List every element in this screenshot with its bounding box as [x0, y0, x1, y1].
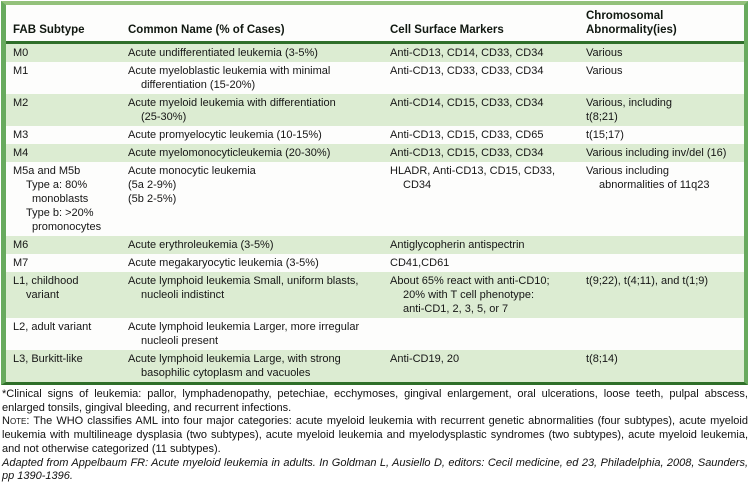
- table-row: [6, 350, 744, 382]
- cell-fab-subtype: [6, 128, 121, 142]
- cell-line: Various including: [586, 165, 669, 177]
- cell-fab-subtype: [6, 64, 121, 92]
- cell-chromosomal-abnormality: [579, 274, 744, 316]
- table-row: [6, 44, 744, 62]
- cell-line: t(8;21): [586, 111, 618, 123]
- cell-line: 20% with T cell phenotype:: [403, 289, 535, 301]
- cell-cell-surface-markers: [383, 352, 579, 380]
- cell-fab-subtype: [6, 146, 121, 160]
- cell-chromosomal-abnormality: [579, 96, 744, 124]
- cell-common-name: [121, 146, 383, 160]
- cell-common-name: [121, 96, 383, 124]
- cell-line: differentiation (15-20%): [141, 79, 256, 91]
- cell-common-name: [121, 238, 383, 252]
- cell-fab-subtype: [6, 238, 121, 252]
- cell-chromosomal-abnormality: [579, 46, 744, 60]
- cell-line: Acute myelomonocyticleukemia (20-30%): [128, 147, 331, 159]
- cell-fab-subtype: [6, 274, 121, 316]
- cell-line: basophilic cytoplasm and vacuoles: [141, 367, 311, 379]
- cell-chromosomal-abnormality: [579, 128, 744, 142]
- footnote-who-note: [2, 415, 748, 456]
- cell-line: Acute lymphoid leukemia Larger, more irregular: [128, 321, 360, 333]
- cell-line: Antiglycopherin antispectrin: [390, 239, 525, 251]
- cell-line: M1: [13, 65, 29, 77]
- column-header: Cell Surface Markers: [390, 23, 504, 36]
- footnote-note-text: The WHO classifies AML into four major categories: acute myeloid leukemia with recurrent genetic abnormalities (four subtypes), acute myeloid leukemia with multilineage dysplasia (two subtypes), acute myeloid leukemia and myelodysplastic syndromes (two subtypes), acute myeloid leukemia, and not otherwise categorized (11 subtypes).: [2, 415, 748, 455]
- footnote-note-label: Note:: [2, 415, 30, 428]
- cell-line: Various, including: [586, 97, 673, 109]
- cell-line: M5a and M5b: [13, 165, 81, 177]
- cell-line: (5b 2-5%): [128, 193, 177, 205]
- table-row: [6, 254, 744, 272]
- cell-line: L1, childhood: [13, 275, 79, 287]
- cell-line: variant: [26, 289, 60, 301]
- cell-chromosomal-abnormality: [579, 146, 744, 160]
- cell-line: M3: [13, 129, 29, 141]
- cell-line: Anti-CD14, CD15, CD33, CD34: [390, 97, 544, 109]
- cell-chromosomal-abnormality: [579, 320, 744, 348]
- table-row: [6, 272, 744, 318]
- footnote-source-citation: Adapted from Appelbaum FR: Acute myeloid leukemia in adults. In Goldman L, Ausiello D, editors: Cecil medicine, ed 23, Philadelphia, 2008, Saunders, pp 1390-1396.: [2, 456, 748, 483]
- cell-line: Various: [586, 65, 623, 77]
- cell-line: CD41,CD61: [390, 257, 450, 269]
- cell-chromosomal-abnormality: [579, 256, 744, 270]
- cell-line: M0: [13, 47, 29, 59]
- cell-line: M4: [13, 147, 29, 159]
- cell-line: Acute undifferentiated leukemia (3-5%): [128, 47, 318, 59]
- cell-line: M2: [13, 97, 29, 109]
- cell-cell-surface-markers: [383, 46, 579, 60]
- table-row: [6, 126, 744, 144]
- cell-cell-surface-markers: [383, 96, 579, 124]
- cell-common-name: [121, 320, 383, 348]
- table-row: [6, 236, 744, 254]
- table-row: [6, 144, 744, 162]
- cell-line: L3, Burkitt-like: [13, 353, 83, 365]
- cell-line: Acute myeloblastic leukemia with minimal: [128, 65, 331, 77]
- cell-cell-surface-markers: [383, 256, 579, 270]
- cell-fab-subtype: [6, 256, 121, 270]
- cell-line: anti-CD1, 2, 3, 5, or 7: [403, 303, 509, 315]
- cell-fab-subtype: [6, 352, 121, 380]
- cell-line: Acute myeloid leukemia with differentiation: [128, 97, 336, 109]
- cell-fab-subtype: [6, 96, 121, 124]
- cell-line: Anti-CD19, 20: [390, 353, 460, 365]
- cell-cell-surface-markers: [383, 238, 579, 252]
- cell-line: Anti-CD13, CD15, CD33, CD34: [390, 147, 544, 159]
- cell-fab-subtype: [6, 46, 121, 60]
- cell-line: Acute erythroleukemia (3-5%): [128, 239, 274, 251]
- cell-line: Acute megakaryocytic leukemia (3-5%): [128, 257, 319, 269]
- cell-chromosomal-abnormality: [579, 352, 744, 380]
- cell-line: Anti-CD13, CD33, CD33, CD34: [390, 65, 544, 77]
- column-header: Common Name (% of Cases): [128, 23, 285, 36]
- cell-line: (5a 2-9%): [128, 179, 177, 191]
- cell-chromosomal-abnormality: [579, 164, 744, 234]
- fab-subtype-table: [1, 1, 748, 385]
- cell-fab-subtype: [6, 320, 121, 348]
- cell-line: Type b: >20%: [26, 207, 94, 219]
- cell-cell-surface-markers: [383, 274, 579, 316]
- table-header-row: [6, 5, 744, 44]
- cell-line: CD34: [403, 179, 432, 191]
- cell-cell-surface-markers: [383, 164, 579, 234]
- cell-line: Acute lymphoid leukemia Large, with strong: [128, 353, 341, 365]
- cell-common-name: [121, 256, 383, 270]
- cell-line: L2, adult variant: [13, 321, 92, 333]
- cell-line: Anti-CD13, CD15, CD33, CD65: [390, 129, 544, 141]
- cell-cell-surface-markers: [383, 320, 579, 348]
- cell-cell-surface-markers: [383, 146, 579, 160]
- cell-fab-subtype: [6, 164, 121, 234]
- cell-common-name: [121, 64, 383, 92]
- cell-cell-surface-markers: [383, 128, 579, 142]
- cell-line: HLADR, Anti-CD13, CD15, CD33,: [390, 165, 556, 177]
- cell-line: abnormalities of 11q23: [599, 179, 710, 191]
- cell-line: Acute lymphoid leukemia Small, uniform blasts,: [128, 275, 359, 287]
- cell-common-name: [121, 164, 383, 234]
- table-body: [6, 44, 744, 382]
- cell-chromosomal-abnormality: [579, 238, 744, 252]
- cell-line: About 65% react with anti-CD10;: [390, 275, 550, 287]
- cell-line: t(15;17): [586, 129, 624, 141]
- table-row: [6, 62, 744, 94]
- cell-line: nucleoli indistinct: [141, 289, 225, 301]
- cell-common-name: [121, 274, 383, 316]
- cell-line: M6: [13, 239, 29, 251]
- cell-line: t(8;14): [586, 353, 618, 365]
- cell-line: Type a: 80%: [26, 179, 88, 191]
- cell-line: Acute promyelocytic leukemia (10-15%): [128, 129, 322, 141]
- table-row: [6, 94, 744, 126]
- footnote-clinical-signs: *Clinical signs of leukemia: pallor, lymphadenopathy, petechiae, ecchymoses, gingival enlargement, oral ulcerations, loose teeth, pulpal abscess, enlarged tonsils, gingival bleeding, and recurrent infections.: [2, 388, 748, 414]
- cell-line: nucleoli present: [141, 335, 219, 347]
- table-row: [6, 162, 744, 236]
- cell-line: t(9;22), t(4;11), and t(1;9): [586, 275, 709, 287]
- cell-line: Acute monocytic leukemia: [128, 165, 256, 177]
- column-header: Chromosomal Abnormality(ies): [586, 10, 677, 36]
- cell-line: Anti-CD13, CD14, CD33, CD34: [390, 47, 544, 59]
- cell-line: M7: [13, 257, 29, 269]
- cell-cell-surface-markers: [383, 64, 579, 92]
- footnotes: [2, 388, 748, 484]
- cell-line: Various: [586, 47, 623, 59]
- cell-common-name: [121, 352, 383, 380]
- cell-line: monoblasts: [32, 193, 89, 205]
- table-row: [6, 318, 744, 350]
- cell-chromosomal-abnormality: [579, 64, 744, 92]
- cell-line: promonocytes: [32, 221, 102, 233]
- cell-common-name: [121, 46, 383, 60]
- cell-line: Various including inv/del (16): [586, 147, 727, 159]
- column-header: FAB Subtype: [13, 23, 85, 36]
- cell-line: (25-30%): [141, 111, 187, 123]
- cell-common-name: [121, 128, 383, 142]
